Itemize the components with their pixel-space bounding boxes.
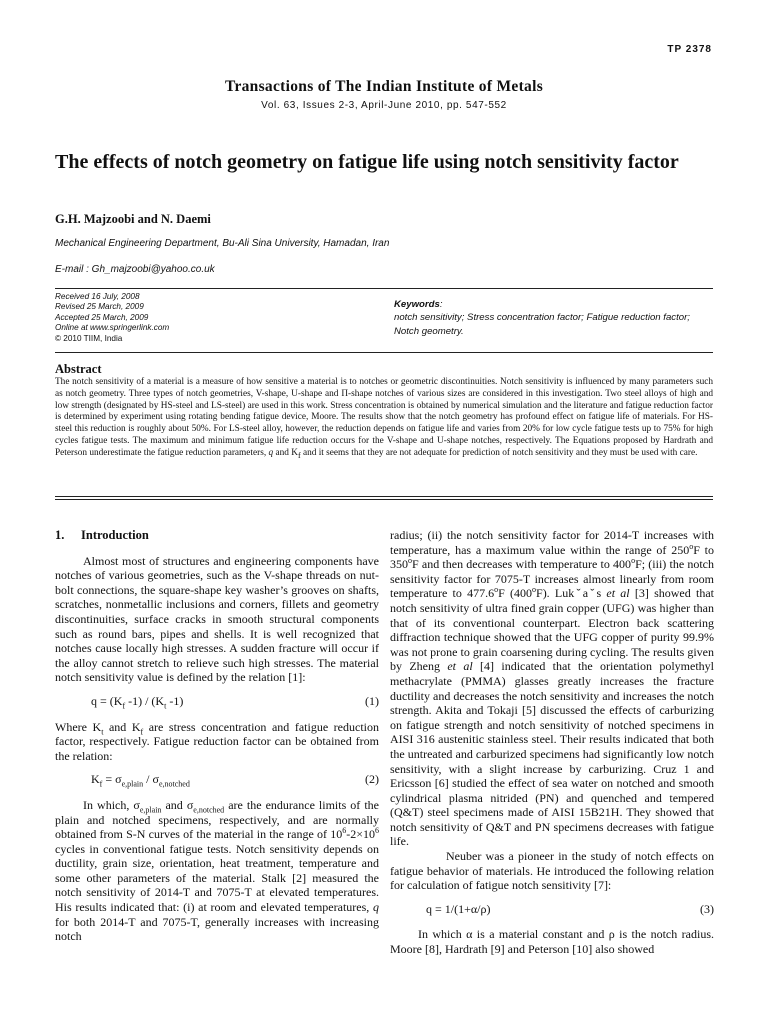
- paragraph: radius; (ii) the notch sensitivity factor for 2014-T increases with temperature, has a maximum value within the range of 250$^o$F to 350$^o$F and then decreases with temperature to 400$^o$F; (iii) the notch sensitivity factor for 7075-T increases almost linearly from room temperature to 477.6$^o$F (400$^o$F). Lukˇaˇs et al [3] showed that notch sensitivity of ultra fined grain copper (UFG) was higher than that of its conventional counterpart. Electron back scattering diffraction technique showed that the UFG copper of purity 99.9% was not prone to grain coarsening during cycling. The results given by Zheng et al [4] indicated that the orientation polymethyl methacrylate (PMMA) glasses greatly increases the fracture ductility and decreases the notch sensitivity and increases the notch strength. Akita and Tokaji [5] discussed the effects of carburizing on fatigue strength and notch sensitivity of notched specimens in AISI 316 austenitic stainless steel. Their results indicated that both the untreated and carburized specimens had significantly low notch sensitivity, with a slight increase by carburizing. Cruz 1 and Ericsson [6] studied the effect of sea water on notched and smooth cylindrical plasma nitrided (PN) and quenched and tempered (Q&T) steel specimens made of AISI 15B21H. They showed that notch sensitivity of Q&T and PN specimens decreases with fatigue life.: [390, 528, 715, 849]
- paragraph: Almost most of structures and engineering components have notches of various geometries, such as the V-shape threads on nut-bolt connections, the square-shape key washer’s grooves on shafts, scratches, nonmetallic inclusions and corners, fillets and geometry discontinuities, surface cracks in smooth structural components such as round bars, pipes and shells. It is well recognized that notches cause locally high stresses. A sudden fracture will occur if the alloy cannot stretch to relieve such high stresses. The material notch sensitivity value is defined by the relation [1]:: [55, 553, 379, 685]
- keywords-text: notch sensitivity; Stress concentration factor; Fatigue reduction factor; Notch geometry.: [394, 312, 690, 337]
- tp-number: TP 2378: [667, 44, 712, 55]
- email: E-mail : Gh_majzoobi@yahoo.co.uk: [55, 264, 215, 275]
- divider: [55, 499, 713, 500]
- divider: [55, 352, 713, 353]
- paragraph: In which, $\sigma_{e,plain}$ and $\sigma_{e,notched}$ are the endurance limits of the plain and notched specimens, respectively, and are normally obtained from S-N curves of the material in the range of $10^6-2\times 10^6$ cycles in conventional fatigue tests. Notch sensitivity depends on ductility, grain size, orientation, heat treatment, temperature and some other parameters of the material. Stalk [2] measured the notch sensitivity of 2014-T and 7075-T at elevated temperatures. His results indicated that: (i) at room and elevated temperatures, q for both 2014-T and 7075-T, generally increases with increasing notch: [55, 797, 380, 944]
- equation-1: $q = (K_f$ $-1) / (K_t$ -1) (1): [91, 693, 379, 711]
- divider: [55, 496, 713, 497]
- divider: [55, 288, 713, 289]
- paragraph: Where $K_t$ and $K_f$ are stress concentration and fatigue reduction factor, respectively. Fatigue reduction factor can be obtained from the relation:: [55, 719, 379, 763]
- article-history: [55, 292, 169, 344]
- received-date: Received 16 July, 2008: [55, 292, 140, 301]
- abstract-text: The notch sensitivity of a material is a measure of how sensitive a material is to notches or geometric discontinuities. Notch sensitivity is influenced by many parameters such as notch geometry. Three types of notch geometries, V-shape, U-shape and Π-shape notches of various sizes are considered in this investigation. Two steel alloys of high and low strength (designated by HS-steel and LS-steel) are used in this work. Stress concentration is obtained by numerical simulation and the literature and fatigue reduction factor is determined by experiment using rotating bending fatigue device, Moore. The results show that the notch geometry has profound effect on fatigue life of materials. For HS-steel this reduction is roughly about 50%. For LS-steel alloy, however, the reduction depends on fatigue life and varies from 20% for low cycle fatigue tests up to 75% for high cycles fatigue tests. The maximum and minimum fatigue life reduction occurs for the V-shape and U-shape notches, respectively. The Equations proposed by Hardrath and Peterson underestimate the fatigue reduction parameters, q and $K_f$ and it seems that they are not adequate for prediction of notch sensitivity and they must be used with care.: [55, 377, 713, 460]
- accepted-date: Accepted 25 March, 2009: [55, 312, 149, 322]
- left-column: [55, 528, 379, 944]
- section-heading-introduction: 1. Introduction: [55, 528, 149, 542]
- online-info: Online at www.springerlink.com: [55, 323, 170, 333]
- keywords-label: Keywords: [394, 299, 440, 310]
- equation-3: q = 1/(1+α/ρ) (3): [426, 901, 714, 916]
- copyright: © 2010 TIIM, India: [55, 333, 123, 343]
- authors: G.H. Majzoobi and N. Daemi: [55, 212, 211, 226]
- equation-2: $K_f = \sigma_{e,plain} / \sigma_{e,notched}$ (2): [91, 772, 379, 789]
- paragraph: In which α is a material constant and ρ is the notch radius. Moore [8], Hardrath [9] and Peterson [10] also showed: [390, 927, 714, 957]
- journal-title: Transactions of The Indian Institute of Metals: [224, 78, 544, 95]
- article-title: The effects of notch geometry on fatigue life using notch sensitivity factor: [55, 151, 679, 173]
- paragraph: Neuber was a pioneer in the study of notch effects on fatigue behavior of materials. He introduced the following relation for calculation of fatigue notch sensitivity [7]:: [390, 849, 714, 893]
- revised-date: Revised 25 March, 2009: [55, 302, 144, 312]
- affiliation: Mechanical Engineering Department, Bu-Ali Sina University, Hamadan, Iran: [55, 238, 390, 249]
- volume-info: Vol. 63, Issues 2-3, April-June 2010, pp. 547-552: [261, 100, 507, 111]
- abstract-heading: Abstract: [55, 362, 102, 376]
- right-column: [390, 528, 714, 957]
- keywords-block: Keywords: notch sensitivity; Stress concentration factor; Fatigue reduction factor; Notch geometry.: [394, 299, 690, 337]
